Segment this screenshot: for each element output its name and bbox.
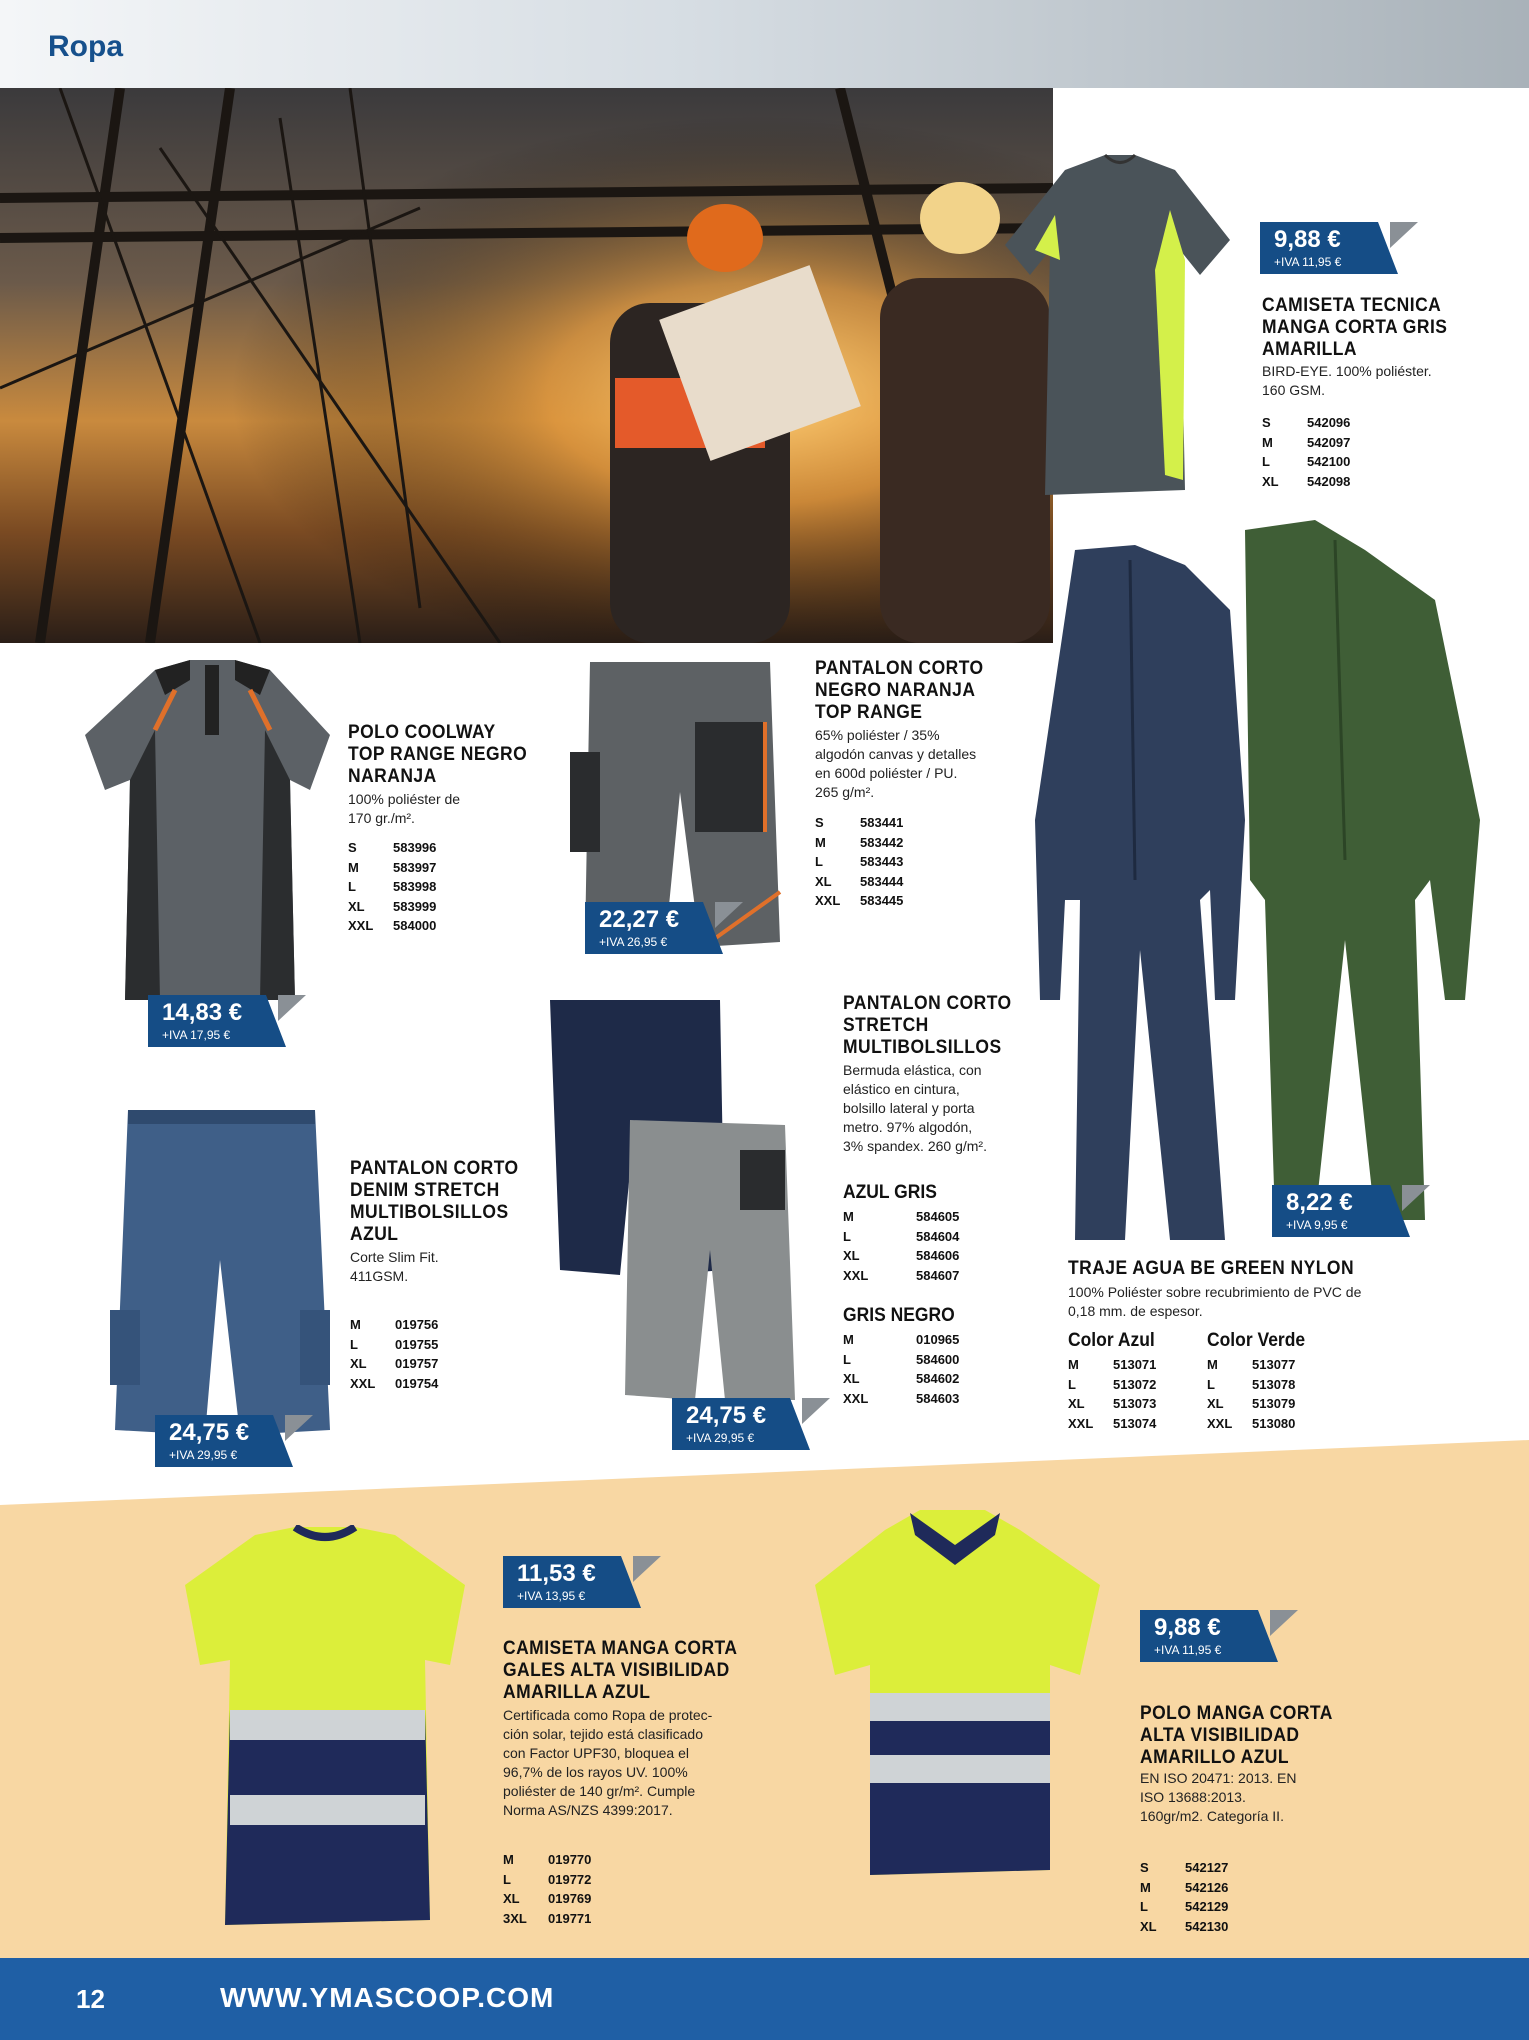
size-entry: 3XL bbox=[503, 1910, 527, 1926]
hero-photo bbox=[0, 88, 1053, 643]
product-image-polo-coolway bbox=[85, 660, 330, 1015]
price: 9,88 € bbox=[1154, 1614, 1221, 1641]
price-iva: +IVA 29,95 € bbox=[169, 1448, 238, 1462]
size-list bbox=[503, 1850, 591, 1928]
price-iva: +IVA 29,95 € bbox=[686, 1431, 755, 1445]
price-tag-pantalon-stretch bbox=[672, 1398, 820, 1450]
size-entry: 019754 bbox=[395, 1375, 439, 1391]
size-entry: 584600 bbox=[916, 1351, 960, 1367]
title-line: STRETCH bbox=[843, 1015, 929, 1036]
size-list bbox=[350, 1315, 438, 1393]
size-entry: L bbox=[815, 854, 823, 869]
product-title bbox=[348, 722, 527, 788]
size-list bbox=[1140, 1858, 1228, 1936]
description-line: 0,18 mm. de espesor. bbox=[1068, 1303, 1203, 1319]
size-entry: XXL bbox=[1207, 1415, 1233, 1431]
title-line: NARANJA bbox=[348, 766, 437, 787]
description-line: 100% poliéster de bbox=[348, 791, 461, 807]
size-entry: S bbox=[1262, 415, 1271, 430]
size-entry: 583442 bbox=[860, 834, 904, 850]
size-entry: 513080 bbox=[1252, 1415, 1296, 1431]
size-entry: XXL bbox=[815, 893, 841, 908]
size-entry: 019756 bbox=[395, 1317, 439, 1332]
size-entry: 513071 bbox=[1113, 1357, 1157, 1372]
size-entry: L bbox=[348, 879, 356, 894]
size-entry: 513072 bbox=[1113, 1376, 1157, 1392]
color-group-label: Color Azul bbox=[1068, 1330, 1155, 1351]
size-list bbox=[1068, 1355, 1156, 1433]
title-line: AZUL bbox=[350, 1224, 399, 1245]
size-entry: L bbox=[1262, 454, 1270, 469]
size-entry: XL bbox=[503, 1891, 520, 1906]
description-line: BIRD-EYE. 100% poliéster. bbox=[1262, 363, 1432, 379]
size-entry: XXL bbox=[843, 1267, 869, 1283]
title-line: MULTIBOLSILLOS bbox=[350, 1202, 509, 1223]
product-image-traje-agua bbox=[1035, 520, 1485, 1245]
description-line: elástico en cintura, bbox=[843, 1081, 960, 1097]
price: 24,75 € bbox=[169, 1419, 250, 1446]
size-entry: L bbox=[350, 1336, 358, 1352]
size-entry: 583997 bbox=[393, 859, 437, 875]
size-entry: XL bbox=[843, 1248, 860, 1263]
size-entry: 019757 bbox=[395, 1356, 439, 1371]
size-entry: XL bbox=[815, 873, 832, 889]
price: 9,88 € bbox=[1274, 226, 1341, 253]
title-line: AMARILLA bbox=[1262, 339, 1357, 360]
size-list bbox=[843, 1330, 959, 1408]
size-list bbox=[348, 838, 436, 936]
price-iva: +IVA 11,95 € bbox=[1154, 1643, 1222, 1657]
product-title bbox=[1068, 1258, 1354, 1280]
description-line: Corte Slim Fit. bbox=[350, 1249, 439, 1265]
price-tag-camiseta-tecnica bbox=[1260, 222, 1408, 274]
size-entry: 010965 bbox=[916, 1332, 960, 1347]
size-entry: 019755 bbox=[395, 1336, 439, 1352]
product-image-camiseta-tecnica bbox=[1005, 150, 1235, 505]
description-line: 170 gr./m². bbox=[348, 810, 415, 826]
size-entry: XL bbox=[1068, 1396, 1085, 1411]
title-line: PANTALON CORTO bbox=[843, 993, 1012, 1014]
size-entry: M bbox=[348, 859, 359, 875]
product-description bbox=[1262, 362, 1432, 400]
size-entry: 019770 bbox=[548, 1852, 592, 1867]
product-description bbox=[503, 1706, 712, 1820]
size-entry: 513073 bbox=[1113, 1396, 1157, 1411]
description-line: algodón canvas y detalles bbox=[815, 746, 977, 762]
page-footer bbox=[0, 1958, 1529, 2040]
price-tag-pantalon-top-range bbox=[585, 902, 733, 954]
size-entry: XXL bbox=[350, 1375, 376, 1391]
title-line: MANGA CORTA GRIS bbox=[1262, 317, 1448, 338]
description-line: 160gr/m2. Categoría II. bbox=[1140, 1808, 1284, 1824]
title-line: PANTALON CORTO bbox=[815, 658, 984, 679]
size-entry: 542100 bbox=[1307, 454, 1351, 469]
price-iva: +IVA 9,95 € bbox=[1286, 1218, 1348, 1232]
size-entry: S bbox=[1140, 1860, 1149, 1875]
size-entry: XXL bbox=[843, 1390, 869, 1406]
description-line: Certificada como Ropa de protec- bbox=[503, 1707, 713, 1723]
title-line: NEGRO NARANJA bbox=[815, 680, 976, 701]
size-entry: M bbox=[843, 1209, 854, 1224]
size-entry: 542098 bbox=[1307, 473, 1351, 489]
title-line: ALTA VISIBILIDAD bbox=[1140, 1725, 1300, 1746]
price-tag-pantalon-denim bbox=[155, 1415, 303, 1467]
title-line: CAMISETA MANGA CORTA bbox=[503, 1638, 738, 1659]
size-list bbox=[815, 813, 903, 911]
product-title bbox=[815, 658, 984, 724]
product-description bbox=[815, 726, 976, 802]
size-entry: L bbox=[843, 1351, 851, 1367]
price-iva: +IVA 26,95 € bbox=[599, 935, 668, 949]
description-line: 65% poliéster / 35% bbox=[815, 727, 940, 743]
description-line: Bermuda elástica, con bbox=[843, 1062, 982, 1078]
size-entry: 542097 bbox=[1307, 434, 1351, 450]
title-line: TOP RANGE bbox=[815, 702, 923, 723]
size-entry: 583445 bbox=[860, 893, 904, 908]
size-entry: 583998 bbox=[393, 879, 437, 894]
price-tag-polo-coolway bbox=[148, 995, 296, 1047]
size-entry: M bbox=[1262, 434, 1273, 450]
title-line: TRAJE AGUA BE GREEN NYLON bbox=[1068, 1258, 1355, 1279]
price: 11,53 € bbox=[517, 1560, 596, 1587]
product-image-pantalon-denim bbox=[110, 1110, 330, 1440]
size-entry: 513074 bbox=[1113, 1415, 1157, 1431]
website-link[interactable]: WWW.YMASCOOP.COM bbox=[220, 1982, 555, 2013]
size-entry: S bbox=[348, 840, 357, 855]
size-entry: S bbox=[815, 815, 824, 830]
size-entry: XXL bbox=[1068, 1415, 1094, 1431]
title-line: PANTALON CORTO bbox=[350, 1158, 519, 1179]
size-entry: 583444 bbox=[860, 873, 904, 889]
product-title bbox=[1140, 1703, 1333, 1769]
size-entry: XL bbox=[1207, 1396, 1224, 1411]
description-line: con Factor UPF30, bloquea el bbox=[503, 1745, 689, 1761]
price-iva: +IVA 17,95 € bbox=[162, 1028, 231, 1042]
size-entry: 584606 bbox=[916, 1248, 960, 1263]
description-line: ISO 13688:2013. bbox=[1140, 1789, 1246, 1805]
size-entry: M bbox=[503, 1852, 514, 1867]
hero-illustration bbox=[0, 88, 1053, 643]
section-title: Ropa bbox=[48, 30, 123, 63]
title-line: MULTIBOLSILLOS bbox=[843, 1037, 1002, 1058]
size-entry: XXL bbox=[348, 918, 374, 933]
size-entry: 513077 bbox=[1252, 1357, 1296, 1372]
size-entry: 584000 bbox=[393, 918, 437, 933]
size-list bbox=[1262, 413, 1350, 491]
size-entry: XL bbox=[843, 1371, 860, 1386]
size-entry: 583999 bbox=[393, 898, 437, 914]
size-entry: 583441 bbox=[860, 815, 904, 830]
price-iva: +IVA 11,95 € bbox=[1274, 255, 1342, 269]
title-line: DENIM STRETCH bbox=[350, 1180, 500, 1201]
price: 14,83 € bbox=[162, 999, 243, 1026]
color-group-label: Color Verde bbox=[1207, 1330, 1306, 1351]
size-entry: 019772 bbox=[548, 1871, 592, 1887]
title-line: POLO COOLWAY bbox=[348, 722, 496, 743]
description-line: bolsillo lateral y porta bbox=[843, 1100, 975, 1116]
title-line: AMARILLA AZUL bbox=[503, 1682, 651, 1703]
page-header bbox=[0, 0, 1529, 88]
price: 24,75 € bbox=[686, 1402, 767, 1429]
product-image-pantalon-stretch bbox=[540, 1000, 805, 1405]
color-group-label: AZUL GRIS bbox=[843, 1182, 937, 1203]
size-entry: L bbox=[1068, 1376, 1076, 1392]
price: 22,27 € bbox=[599, 906, 680, 933]
size-entry: 583443 bbox=[860, 854, 904, 869]
price-tag-polo-alta-visibilidad bbox=[1140, 1610, 1288, 1662]
title-line: CAMISETA TECNICA bbox=[1262, 295, 1442, 316]
product-title bbox=[843, 993, 1012, 1059]
description-line: 100% Poliéster sobre recubrimiento de PVC de bbox=[1068, 1284, 1362, 1300]
size-entry: 542126 bbox=[1185, 1879, 1229, 1895]
product-title bbox=[1262, 295, 1447, 361]
size-entry: M bbox=[1140, 1879, 1151, 1895]
price-tag-traje-agua bbox=[1272, 1185, 1420, 1237]
description-line: Norma AS/NZS 4399:2017. bbox=[503, 1802, 673, 1818]
size-entry: XL bbox=[348, 898, 365, 914]
product-image-camiseta-gales bbox=[185, 1525, 465, 1930]
description-line: 3% spandex. 260 g/m². bbox=[843, 1138, 987, 1154]
description-line: 96,7% de los rayos UV. 100% bbox=[503, 1764, 688, 1780]
product-description bbox=[843, 1061, 987, 1156]
description-line: 265 g/m². bbox=[815, 784, 875, 800]
size-entry: XL bbox=[1140, 1918, 1157, 1934]
size-entry: 584604 bbox=[916, 1228, 960, 1244]
description-line: EN ISO 20471: 2013. EN bbox=[1140, 1770, 1297, 1786]
size-entry: M bbox=[1068, 1357, 1079, 1372]
size-list bbox=[843, 1207, 959, 1285]
size-entry: XL bbox=[1262, 473, 1279, 489]
description-line: en 600d poliéster / PU. bbox=[815, 765, 958, 781]
description-line: metro. 97% algodón, bbox=[843, 1119, 973, 1135]
size-entry: 584605 bbox=[916, 1209, 960, 1224]
size-entry: L bbox=[1140, 1899, 1148, 1914]
size-entry: L bbox=[843, 1228, 851, 1244]
size-entry: M bbox=[815, 834, 826, 850]
price-tag-camiseta-gales bbox=[503, 1556, 651, 1608]
size-entry: 542096 bbox=[1307, 415, 1351, 430]
product-description bbox=[348, 790, 460, 828]
product-image-polo-alta-visibilidad bbox=[815, 1505, 1100, 1880]
size-entry: M bbox=[350, 1317, 361, 1332]
description-line: 160 GSM. bbox=[1262, 382, 1326, 398]
size-entry: 513079 bbox=[1252, 1396, 1296, 1411]
description-line: ción solar, tejido está clasificado bbox=[503, 1726, 703, 1742]
product-title bbox=[350, 1158, 519, 1246]
title-line: POLO MANGA CORTA bbox=[1140, 1703, 1333, 1724]
size-entry: 583996 bbox=[393, 840, 437, 855]
title-line: TOP RANGE NEGRO bbox=[348, 744, 528, 765]
product-description bbox=[1140, 1769, 1296, 1826]
size-entry: 584603 bbox=[916, 1390, 960, 1406]
price: 8,22 € bbox=[1286, 1189, 1353, 1216]
size-entry: L bbox=[503, 1871, 511, 1887]
description-line: poliéster de 140 gr/m². Cumple bbox=[503, 1783, 696, 1799]
color-group-label: GRIS NEGRO bbox=[843, 1305, 955, 1326]
size-entry: 019769 bbox=[548, 1891, 592, 1906]
size-entry: 019771 bbox=[548, 1910, 592, 1926]
size-entry: XL bbox=[350, 1356, 367, 1371]
size-entry: 513078 bbox=[1252, 1376, 1296, 1392]
size-entry: 542127 bbox=[1185, 1860, 1229, 1875]
product-title bbox=[503, 1638, 737, 1704]
description-line: 411GSM. bbox=[350, 1268, 409, 1284]
title-line: AMARILLO AZUL bbox=[1140, 1747, 1290, 1768]
product-description bbox=[1068, 1283, 1361, 1321]
size-entry: M bbox=[843, 1332, 854, 1347]
price-iva: +IVA 13,95 € bbox=[517, 1589, 586, 1603]
title-line: GALES ALTA VISIBILIDAD bbox=[503, 1660, 730, 1681]
size-entry: 542130 bbox=[1185, 1918, 1229, 1934]
size-entry: 542129 bbox=[1185, 1899, 1229, 1914]
size-entry: M bbox=[1207, 1357, 1218, 1372]
size-entry: 584607 bbox=[916, 1267, 960, 1283]
size-entry: L bbox=[1207, 1376, 1215, 1392]
size-list bbox=[1207, 1355, 1295, 1433]
size-entry: 584602 bbox=[916, 1371, 960, 1386]
product-description bbox=[350, 1248, 439, 1286]
page-number: 12 bbox=[76, 1984, 105, 2014]
